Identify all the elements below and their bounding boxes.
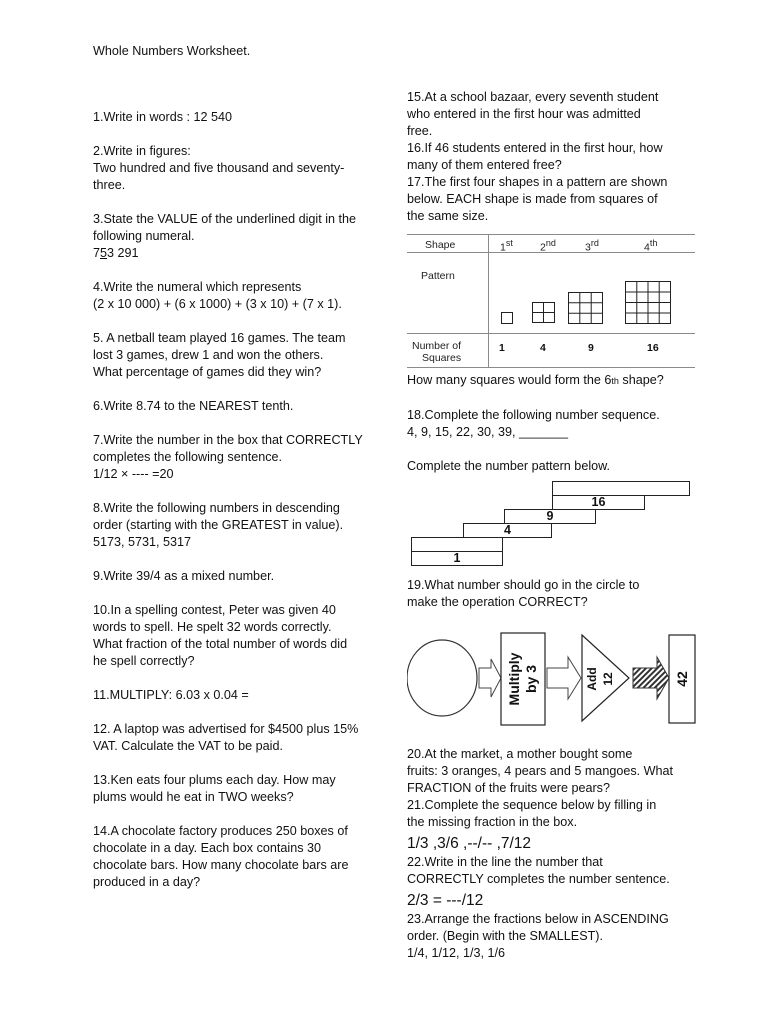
- ordinal-suffix: st: [505, 238, 513, 248]
- square-shape-4: [625, 281, 671, 324]
- numeral-part: 3 291: [107, 246, 139, 260]
- text-line: What fraction of the total number of words did: [93, 637, 348, 651]
- twelve-label: 12: [601, 672, 615, 686]
- text-line: 22.Write in the line the number that: [407, 855, 603, 869]
- text-line: fruits: 3 oranges, 4 pears and 5 mangoes. What: [407, 764, 674, 778]
- text-line: 19.What number should go in the circle to: [407, 578, 640, 592]
- text-line: produced in a day?: [93, 875, 201, 889]
- questions-15-17: [407, 89, 699, 225]
- ordinal-suffix: nd: [545, 238, 556, 248]
- add-label: Add: [585, 667, 599, 691]
- label-line: Squares: [422, 352, 462, 364]
- answer-circle: [407, 640, 477, 716]
- text-line: chocolate in a day. Each box contains 30: [93, 841, 322, 855]
- count-2: 4: [540, 342, 546, 354]
- text-line: CORRECTLY completes the number sentence.: [407, 872, 670, 886]
- text-line: who entered in the first hour was admitted: [407, 107, 641, 121]
- question-2: [93, 143, 393, 194]
- text-line: 6.Write 8.74 to the NEAREST tenth.: [93, 399, 294, 413]
- text-line: 7.Write the number in the box that CORRECTLY: [93, 433, 363, 447]
- square-shape-2: [532, 302, 556, 324]
- text-line: he spell correctly?: [93, 654, 195, 668]
- ordinal-number: 1: [500, 241, 506, 254]
- question-17-ask: [407, 372, 699, 390]
- numeral-part: 7: [93, 246, 101, 260]
- text-line: 17.The first four shapes in a pattern are shown: [407, 175, 668, 189]
- text-line: 4.Write the numeral which represents: [93, 280, 302, 294]
- ordinal-3: [585, 237, 599, 254]
- text-line: Complete the number pattern below.: [407, 459, 611, 473]
- fraction-equation: 2/3 = ---/12: [407, 892, 484, 909]
- ordinal-suffix: rd: [590, 238, 599, 248]
- text-line: 4, 9, 15, 22, 30, 39, _______: [407, 425, 569, 439]
- question-1: [93, 109, 393, 126]
- text-part: How many squares would form the 6: [407, 373, 612, 387]
- ordinal-number: 2: [540, 241, 546, 254]
- text-line: below. EACH shape is made from squares of: [407, 192, 658, 206]
- text-part: shape?: [618, 373, 664, 387]
- question-5: [93, 330, 393, 381]
- text-line: three.: [93, 178, 126, 192]
- page-title: Whole Numbers Worksheet.: [93, 44, 251, 58]
- question-13: [93, 772, 393, 806]
- operation-flow-diagram: [407, 623, 699, 733]
- question-11: [93, 687, 393, 704]
- question-4: [93, 279, 393, 313]
- text-line: the missing fraction in the box.: [407, 815, 578, 829]
- count-4: 16: [647, 342, 659, 354]
- text-line: 20.At the market, a mother bought some: [407, 747, 633, 761]
- count-1: 1: [499, 342, 505, 354]
- underlined-digit: 5: [100, 246, 108, 260]
- text-line: words to spell. He spelt 32 words correctly.: [93, 620, 332, 634]
- number-staircase: [407, 481, 697, 573]
- text-line: the same size.: [407, 209, 489, 223]
- text-line: 1/4, 1/12, 1/3, 1/6: [407, 946, 506, 960]
- stair-number-4: 4: [504, 523, 511, 537]
- text-line: order (starting with the GREATEST in value).: [93, 518, 344, 532]
- questions-20-21: [407, 746, 699, 831]
- text-line: make the operation CORRECT?: [407, 595, 588, 609]
- question-8: [93, 500, 393, 551]
- text-line: 3.State the VALUE of the underlined digit in the: [93, 212, 357, 226]
- text-line: [407, 372, 699, 390]
- question-7: [93, 432, 393, 483]
- question-22: [407, 854, 699, 888]
- text-line: FRACTION of the fruits were pears?: [407, 781, 610, 795]
- result-42: 42: [674, 671, 690, 687]
- ordinal-2: [540, 237, 556, 254]
- stair-step-2: [411, 537, 503, 552]
- question-9: [93, 568, 393, 585]
- hatched-arrow: [633, 657, 669, 699]
- text-line: VAT. Calculate the VAT to be paid.: [93, 739, 283, 753]
- number-pattern-intro: [407, 458, 699, 475]
- text-line: 13.Ken eats four plums each day. How may: [93, 773, 336, 787]
- text-line: many of them entered free?: [407, 158, 562, 172]
- question-10: [93, 602, 393, 670]
- text-line: 11.MULTIPLY: 6.03 x 0.04 =: [93, 688, 249, 702]
- ordinal-4: [644, 237, 657, 254]
- multiply-label: Multiply: [506, 652, 522, 706]
- text-line: Two hundred and five thousand and seventy-: [93, 161, 345, 175]
- text-line: plums would he eat in TWO weeks?: [93, 790, 294, 804]
- pattern-label: Pattern: [421, 270, 455, 282]
- text-line: 1.Write in words : 12 540: [93, 110, 233, 124]
- text-line: 18.Complete the following number sequence.: [407, 408, 660, 422]
- text-line: chocolate bars. How many chocolate bars are: [93, 858, 349, 872]
- label-line: Number of: [412, 340, 462, 352]
- square-shape-3: [568, 292, 603, 324]
- fraction-sequence: 1/3 ,3/6 ,--/-- ,7/12: [407, 835, 532, 852]
- text-line: 10.In a spelling contest, Peter was given 40: [93, 603, 336, 617]
- ordinal-number: 4: [644, 241, 650, 254]
- text-line: 12. A laptop was advertised for $4500 plus 15%: [93, 722, 359, 736]
- text-line: order. (Begin with the SMALLEST).: [407, 929, 603, 943]
- ordinal-suffix: th: [649, 238, 658, 248]
- text-line: 5173, 5731, 5317: [93, 535, 192, 549]
- shape-pattern-table: [407, 234, 695, 368]
- left-column: [93, 109, 393, 891]
- question-6: [93, 398, 393, 415]
- shape-header: Shape: [425, 239, 456, 251]
- square-shape-1: [501, 312, 513, 324]
- text-line: free.: [407, 124, 433, 138]
- text-line: 8.Write the following numbers in descending: [93, 501, 340, 515]
- question-14: [93, 823, 393, 891]
- text-line: 2.Write in figures:: [93, 144, 191, 158]
- text-line: 1/12 × ---- =20: [93, 467, 174, 481]
- by-3-label: by 3: [523, 664, 539, 694]
- question-3: [93, 211, 393, 262]
- ordinal-number: 3: [585, 241, 591, 254]
- question-18: [407, 407, 699, 441]
- text-line: completes the following sentence.: [93, 450, 283, 464]
- text-line: lost 3 games, drew 1 and won the others.: [93, 348, 324, 362]
- question-12: [93, 721, 393, 755]
- stair-number-1: 1: [453, 551, 461, 565]
- text-line: following numeral.: [93, 229, 195, 243]
- ordinal-suffix: th: [611, 376, 619, 386]
- ordinal-1: [500, 237, 513, 254]
- text-line: What percentage of games did they win?: [93, 365, 322, 379]
- text-line: 21.Complete the sequence below by filling in: [407, 798, 657, 812]
- text-line: 5. A netball team played 16 games. The team: [93, 331, 346, 345]
- text-line: (2 x 10 000) + (6 x 1000) + (3 x 10) + (7 x 1).: [93, 297, 342, 311]
- text-line: 15.At a school bazaar, every seventh student: [407, 90, 659, 104]
- text-line: 9.Write 39/4 as a mixed number.: [93, 569, 275, 583]
- text-line: 23.Arrange the fractions below in ASCENDING: [407, 912, 669, 926]
- text-line: 14.A chocolate factory produces 250 boxes of: [93, 824, 348, 838]
- numeral: [93, 245, 393, 262]
- text-line: 16.If 46 students entered in the first hour, how: [407, 141, 663, 155]
- question-19: [407, 577, 699, 611]
- arrow-2: [547, 657, 581, 699]
- stair-number-16: 16: [591, 495, 606, 509]
- count-3: 9: [588, 342, 594, 354]
- stair-step-6: [552, 481, 690, 496]
- right-column: [407, 89, 699, 962]
- arrow-1: [479, 659, 501, 697]
- question-23: [407, 911, 699, 962]
- stair-number-9: 9: [546, 509, 554, 523]
- number-of-squares-label: [412, 340, 461, 364]
